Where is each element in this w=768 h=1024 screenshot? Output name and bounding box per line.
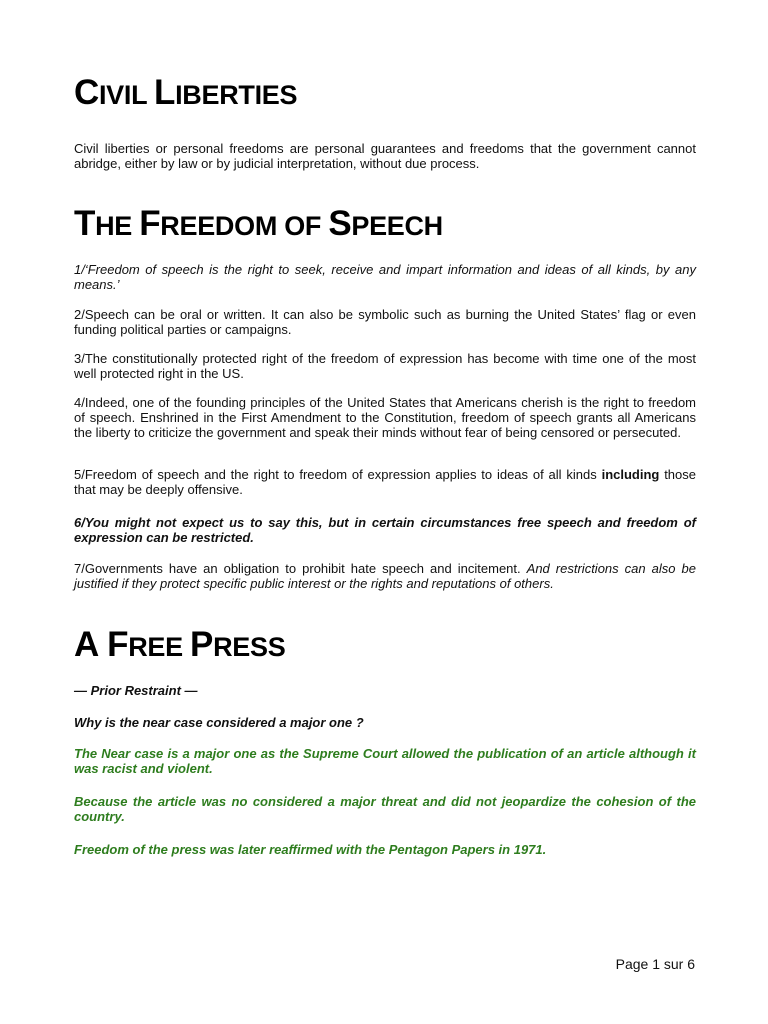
intro-paragraph: Civil liberties or personal freedoms are personal guarantees and freedoms that the government cannot abridge, either by law or by judicial interpretation, without due process.: [74, 141, 696, 171]
speech-point-1: 1/‘Freedom of speech is the right to seek, receive and impart information and ideas of all kinds, by any means.’: [74, 262, 696, 292]
near-case-question: Why is the near case considered a major one ?: [74, 715, 364, 730]
heading-civil-liberties: CIVIL LIBERTIES: [74, 73, 298, 112]
speech-point-2: 2/Speech can be oral or written. It can also be symbolic such as burning the United States’ flag or even funding political parties or campaigns.: [74, 307, 696, 337]
speech-point-3: 3/The constitutionally protected right of the freedom of expression has become with time one of the most well protected right in the US.: [74, 351, 696, 381]
speech-point-4: 4/Indeed, one of the founding principles of the United States that Americans cherish is the right to freedom of speech. Enshrined in the First Amendment to the Constitution, freedom of speech grants all Americans the liberty to criticize the government and speak their minds without fear of being censored or persecuted.: [74, 395, 696, 440]
near-case-answer-3: Freedom of the press was later reaffirmed with the Pentagon Papers in 1971.: [74, 842, 547, 857]
speech-point-6: 6/You might not expect us to say this, but in certain circumstances free speech and freedom of expression can be restricted.: [74, 515, 696, 545]
speech-point-5: 5/Freedom of speech and the right to freedom of expression applies to ideas of all kinds including those that may be deeply offensive.: [74, 467, 696, 497]
prior-restraint-subhead: — Prior Restraint —: [74, 683, 198, 698]
speech-point-7: 7/Governments have an obligation to prohibit hate speech and incitement. And restrictions can also be justified if they protect specific public interest or the rights and reputations of others.: [74, 561, 696, 591]
near-case-answer-2: Because the article was no considered a major threat and did not jeopardize the cohesion of the country.: [74, 794, 696, 824]
heading-free-press: A FREE PRESS: [74, 625, 286, 664]
near-case-answer-1: The Near case is a major one as the Supreme Court allowed the publication of an article although it was racist and violent.: [74, 746, 696, 776]
heading-freedom-of-speech: THE FREEDOM OF SPEECH: [74, 204, 443, 243]
page-number: Page 1 sur 6: [615, 956, 695, 972]
